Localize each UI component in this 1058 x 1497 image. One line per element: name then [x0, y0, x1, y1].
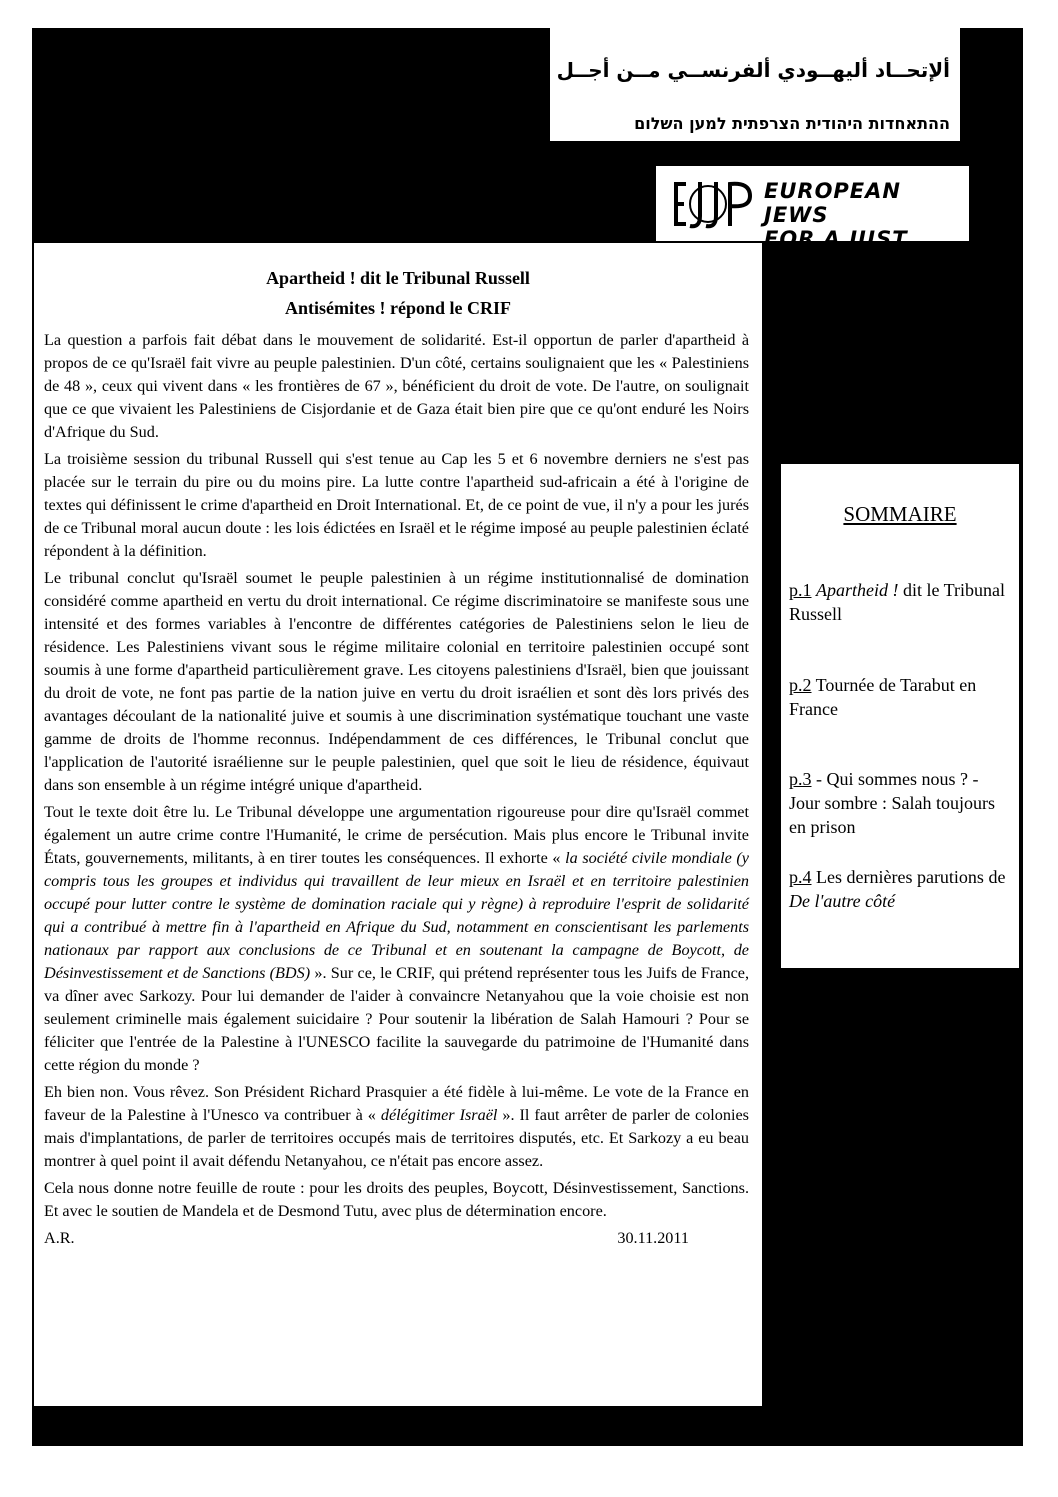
toc-item-p3[interactable] [789, 767, 1011, 839]
ejjp-logo [656, 166, 969, 275]
toc-item-text: Tournée de Tarabut en France [789, 675, 977, 719]
signature-line [44, 1227, 689, 1250]
toc-item-text: dit le Tribunal Russell [789, 580, 1006, 624]
arabic-title: ألإتحــاد أليهــودي ألفرنســي مــن أجــل الســلام [471, 58, 950, 82]
author: A.R. [44, 1229, 75, 1247]
logo-text-line2: FOR A JUST PEACE [764, 227, 908, 275]
sommaire-heading: SOMMAIRE [843, 502, 957, 526]
paragraph-4-intro: Tout le texte doit être lu. Le Tribunal développe une argumentation rigoureuse pour dire qu'Israël commet également un autre crime contre l'Humanité, le crime de persécution. Mais plus encore le Tribunal invite États, gouvernements, militants, à en tirer toutes les conséquences. Il exhorte « [44, 803, 749, 867]
toc-item-text: - Qui sommes nous ? - Jour sombre : Salah toujours en prison [789, 769, 995, 837]
toc-page-link[interactable]: p.2 [789, 675, 812, 695]
article [34, 243, 762, 1406]
sommaire-box [780, 463, 1020, 969]
article-title: Apartheid ! dit le Tribunal Russell [266, 268, 530, 288]
logo-text-line1: EUROPEAN JEWS [764, 179, 901, 227]
logo-text [764, 179, 969, 275]
toc-page-link[interactable]: p.1 [789, 580, 812, 600]
crif-quote: délégitimer Israël [380, 1106, 498, 1124]
toc-item-italic: Apartheid ! [816, 580, 899, 600]
header-box [471, 28, 960, 141]
hebrew-title: ההתאחדות היהודית הצרפתית למען השלום [634, 114, 950, 133]
paragraph-3: Le tribunal conclut qu'Israël soumet le peuple palestinien à un régime institutionnalisé de domination considéré comme apartheid en vertu du droit international. Ce régime discriminatoire se manifeste sous une intensité et des formes variables à l'encontre de différentes catégories de Palestiniens selon le lieu de résidence. Les Palestiniens vivant sous le régime militaire colonial en territoire palestinien occupé sont soumis à une forme d'apartheid particulièrement grave. Les citoyens palestiniens d'Israël, bien que jouissant du droit de vote, ne font pas partie de la nation juive en vertu du droit israélien et sont dès lors privés des avantages découlant de la nationalité juive et soumis à une discrimination systématique touchant une vaste gamme de droits de l'homme reconnus. Indépendamment de ces différences, le Tribunal conclut que l'application de l'autorité israélienne sur le peuple palestinien, quel que soit le lieu de résidence, équivaut dans son ensemble à un régime intégré unique d'apartheid. [44, 569, 749, 794]
toc-item-p1[interactable] [789, 578, 1011, 626]
toc-page-link[interactable]: p.4 [789, 867, 812, 887]
paragraph-2: La troisième session du tribunal Russell qui s'est tenue au Cap les 5 et 6 novembre derniers ne s'est pas placée sur le terrain du pire ou du moins pire. La lutte contre l'apartheid sud-africain a été à l'origine de textes qui définissent le crime d'apartheid en Droit International. Et, de ce point de vue, il n'y a pour les jurés de ce Tribunal moral aucun doute : les lois édictées en Israël et le régime imposé au peuple palestinien éclaté répondent à la définition. [44, 450, 749, 560]
article-body [44, 329, 749, 1250]
paragraph-5 [44, 1081, 749, 1173]
date: 30.11.2011 [617, 1229, 689, 1247]
toc-item-p2[interactable] [789, 673, 1011, 721]
toc-item-p4[interactable] [789, 865, 1011, 913]
toc-item-italic: De l'autre côté [789, 891, 896, 911]
toc-item-text: Les dernières parutions de [811, 867, 1006, 887]
tribunal-quote: la société civile mondiale (y compris tous les groupes et individus qui travaillent de leur mieux en Israël et en territoire palestinien occupé pour lutter contre le système de domination raciale qui y règne) à reproduire l'esprit de solidarité qui a contribué à mettre fin à l'apartheid en Afrique du Sud, notamment en conscientisant les parlements nationaux par rapport aux conclusions de ce Tribunal et en soutenant la campagne de Boycott, de Désinvestissement et de Sanctions (BDS) [44, 849, 749, 982]
paragraph-1: La question a parfois fait débat dans le mouvement de solidarité. Est-il opportun de parler d'apartheid à propos de ce qu'Israël fait vivre au peuple palestinien. D'un côté, certains soulignaient que les « Palestiniens de 48 », ceux qui vivent dans « les frontières de 67 », bénéficient du droit de vote. De l'autre, on soulignait que ce que vivaient les Palestiniens de Cisjordanie et de Gaza était bien pire que ce qu'ont enduré les Noirs d'Afrique du Sud. [44, 331, 749, 441]
paragraph-5-rest: ». Il faut arrêter de parler de colonies mais d'implantations, de parler de territoires occupés mais de territoires disputés, etc. Et Sarkozy a eu beau montrer à quel point il avait défendu Netanyahou, ce n'était pas encore assez. [44, 1106, 749, 1170]
article-subtitle: Antisémites ! répond le CRIF [285, 298, 511, 318]
ejjp-logo-mark-icon [670, 176, 760, 232]
paragraph-4-rest: ». Sur ce, le CRIF, qui prétend représenter tous les Juifs de France, va dîner avec Sarkozy. Pour lui demander de l'aider à convaincre Netanyahou que la voie choisie est non seulement criminelle mais également suicidaire ? Pour soutenir la libération de Salah Hamouri ? Pour se féliciter que l'entrée de la Palestine à l'UNESCO facilite la sauvegarde du patrimoine de l'Humanité dans cette région du monde ? [44, 964, 749, 1074]
paragraph-6: Cela nous donne notre feuille de route : pour les droits des peuples, Boycott, Désinvestissement, Sanctions. Et avec le soutien de Mandela et de Desmond Tutu, avec plus de détermination encore. [44, 1179, 749, 1220]
paragraph-4 [44, 801, 749, 1077]
paragraph-5-intro: Eh bien non. Vous rêvez. Son Président Richard Prasquier a été fidèle à lui-même. Le vote de la France en faveur de la Palestine à l'Unesco va contribuer à « [44, 1083, 749, 1124]
toc-page-link[interactable]: p.3 [789, 769, 812, 789]
